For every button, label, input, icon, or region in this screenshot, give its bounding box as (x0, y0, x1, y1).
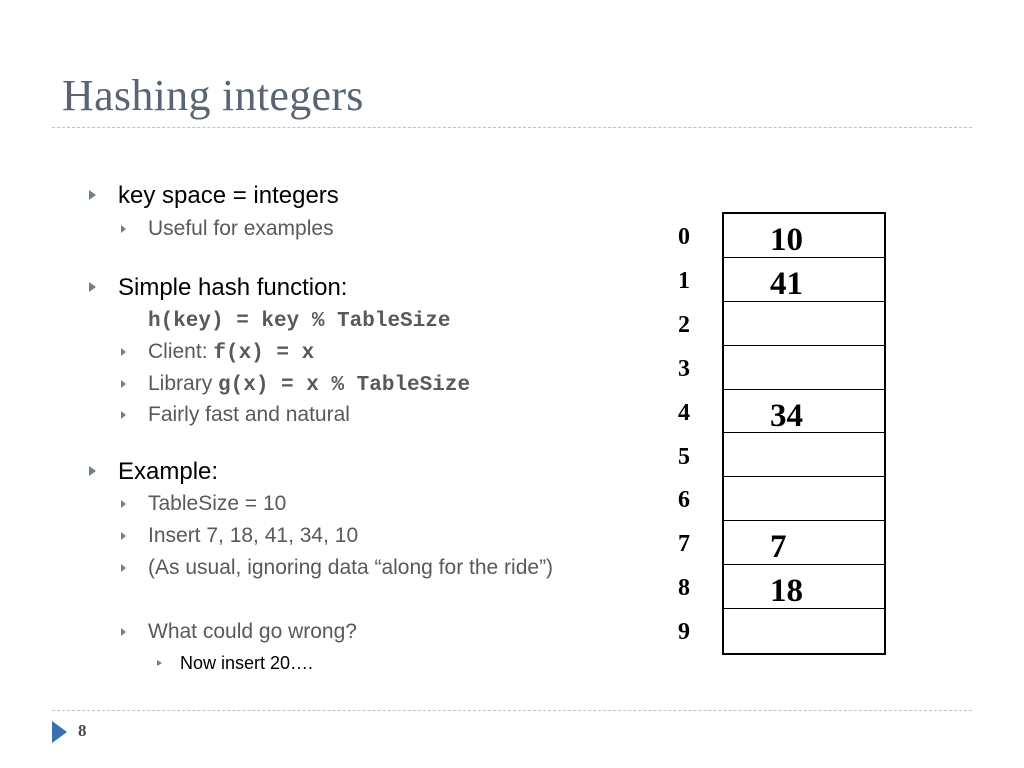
bullet-arrow-icon (89, 282, 96, 292)
hash-table-index: 6 (678, 487, 690, 514)
hash-table-slot (724, 302, 884, 346)
page-number: 8 (78, 721, 87, 740)
hash-table-index: 7 (678, 531, 690, 558)
library-label: Library (148, 372, 219, 395)
hash-table-index: 5 (678, 443, 690, 470)
bullet-arrow-icon (121, 380, 126, 388)
hash-table-slot (724, 609, 884, 653)
bullet-useful-examples: Useful for examples (148, 217, 334, 240)
hash-table-slot (724, 258, 884, 302)
hash-table-slot (724, 434, 884, 478)
bullet-as-usual: (As usual, ignoring data “along for the ride”) (148, 556, 554, 579)
bullet-insert: Insert 7, 18, 41, 34, 10 (148, 524, 359, 547)
bullet-arrow-icon (121, 532, 126, 540)
hash-table-index: 4 (678, 399, 690, 426)
bullet-simple-hash-function: Simple hash function: (118, 274, 348, 301)
hash-table-index: 9 (678, 619, 690, 646)
hash-table-index: 1 (678, 267, 690, 294)
hash-table-slot (724, 214, 884, 258)
client-label: Client: (148, 340, 214, 363)
bullet-arrow-icon (121, 225, 126, 233)
bullet-arrow-icon (89, 466, 96, 476)
hash-table-index: 0 (678, 224, 690, 250)
hash-table-slot (724, 346, 884, 390)
bullet-what-could-go-wrong: What could go wrong? (148, 620, 357, 643)
slide-title: Hashing integers (62, 71, 364, 120)
bullet-table-size: TableSize = 10 (148, 492, 287, 515)
hash-table-index: 8 (678, 575, 690, 602)
client-code: f(x) = x (213, 342, 315, 365)
bullet-key-space: key space = integers (118, 182, 339, 209)
footer-divider (52, 710, 972, 711)
bullet-arrow-icon (89, 190, 96, 200)
footer-play-icon (52, 721, 67, 743)
hash-table-value: 34 (770, 397, 803, 434)
hash-table-index: 3 (678, 355, 690, 382)
hash-table-slot (724, 565, 884, 609)
hash-table-value: 10 (770, 222, 803, 258)
bullet-client (148, 341, 314, 364)
hash-table-slot (724, 477, 884, 521)
hash-table-value: 18 (770, 573, 803, 610)
hash-table-index: 2 (678, 311, 690, 338)
bullet-arrow-icon (157, 660, 162, 666)
bullet-arrow-icon (121, 564, 126, 572)
bullet-library (148, 373, 470, 396)
bullet-arrow-icon (121, 628, 126, 636)
bullet-fairly-fast: Fairly fast and natural (148, 403, 350, 426)
bullet-now-insert: Now insert 20…. (180, 653, 314, 673)
bullet-arrow-icon (121, 500, 126, 508)
hash-function-code: h(key) = key % TableSize (148, 310, 451, 333)
hash-table-value: 41 (770, 265, 803, 302)
library-code: g(x) = x % TableSize (218, 374, 471, 397)
hash-table-slot (724, 390, 884, 434)
bullet-example: Example: (118, 458, 219, 485)
bullet-arrow-icon (121, 411, 126, 419)
hash-table (722, 212, 886, 655)
hash-table-slot (724, 521, 884, 565)
bullet-arrow-icon (121, 348, 126, 356)
hash-table-value: 7 (770, 529, 787, 566)
